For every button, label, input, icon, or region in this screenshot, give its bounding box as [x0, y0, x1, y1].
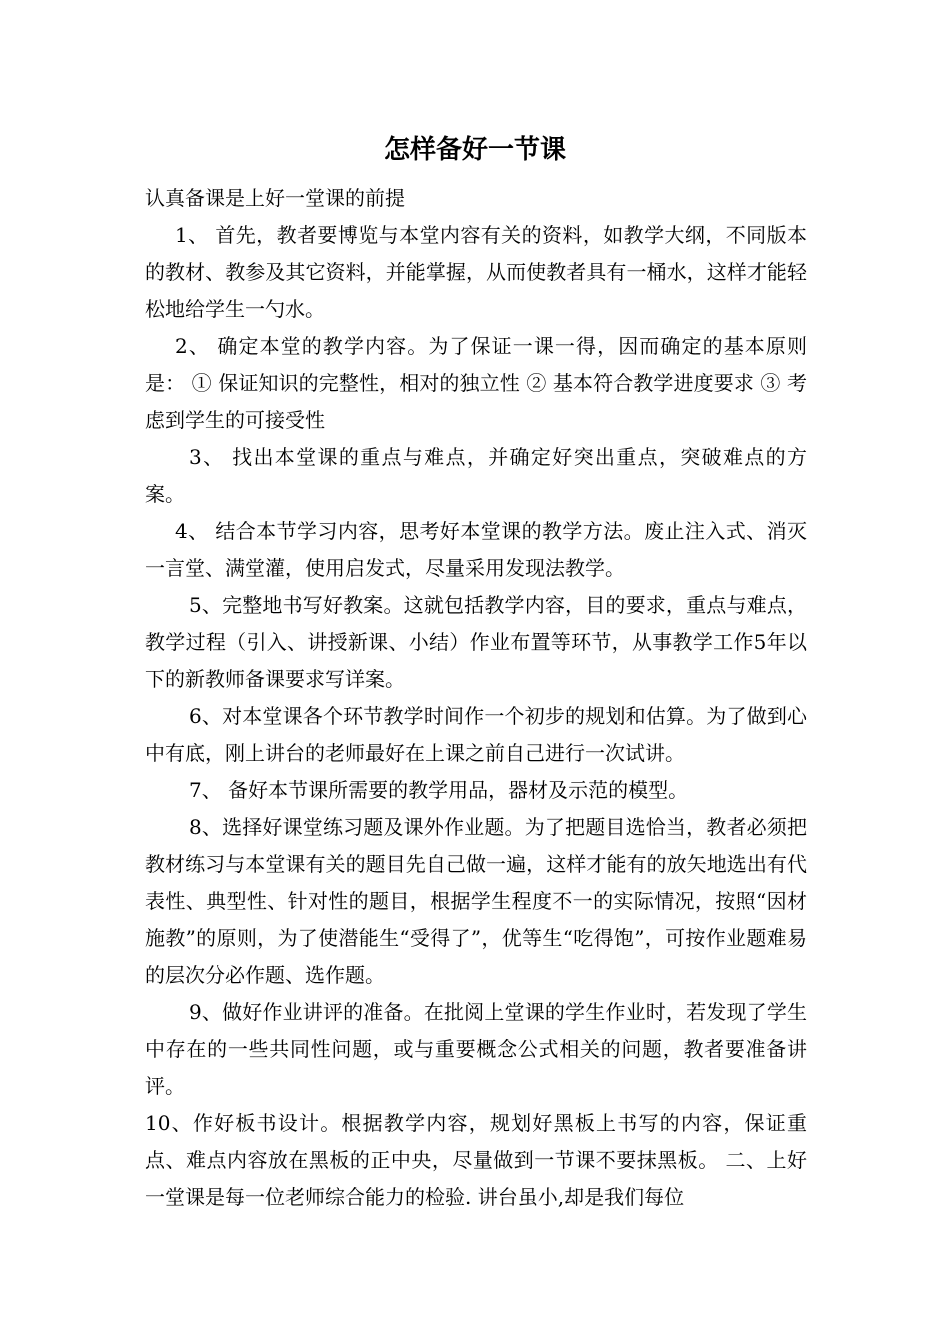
paragraph-item-8: 8、选择好课堂练习题及课外作业题。为了把题目选恰当，教者必须把教材练习与本堂课有关的题目先自己做一遍，这样才能有的放矢地选出有代表性、典型性、针对性的题目，根据学生程度不一的实际情况，按照“因材施教”的原则，为了使潜能生“受得了”，优等生“吃得饱”，可按作业题难易的层次分必作题、选作题。 [145, 815, 807, 987]
paragraph-item-5: 5、完整地书写好教案。这就包括教学内容，目的要求，重点与难点，教学过程（引入、讲授新课、小结）作业布置等环节，从事教学工作5年以下的新教师备课要求写详案。 [145, 593, 807, 691]
paragraph-item-10: 10、作好板书设计。根据教学内容，规划好黑板上书写的内容，保证重点、难点内容放在黑板的正中央，尽量做到一节课不要抹黑板。 二、上好一堂课是每一位老师综合能力的检验. 讲台虽小,却是我们每位 [145, 1111, 807, 1209]
paragraph-item-2: 2、 确定本堂的教学内容。为了保证一课一得，因而确定的基本原则是： ① 保证知识的完整性，相对的独立性 ② 基本符合教学进度要求 ③ 考虑到学生的可接受性 [145, 334, 807, 432]
paragraph-item-4: 4、 结合本节学习内容，思考好本堂课的教学方法。废止注入式、消灭一言堂、满堂灌，使用启发式，尽量采用发现法教学。 [145, 519, 807, 580]
paragraph-intro: 认真备课是上好一堂课的前提 [145, 186, 405, 210]
paragraph-item-6: 6、对本堂课各个环节教学时间作一个初步的规划和估算。为了做到心中有底，刚上讲台的老师最好在上课之前自己进行一次试讲。 [145, 704, 807, 765]
paragraph-item-7: 7、 备好本节课所需要的教学用品，器材及示范的模型。 [189, 778, 689, 802]
document-body [145, 180, 807, 1216]
document-title: 怎样备好一节课 [383, 135, 566, 165]
paragraph-item-9: 9、做好作业讲评的准备。在批阅上堂课的学生作业时，若发现了学生中存在的一些共同性问题，或与重要概念公式相关的问题，教者要准备讲评。 [145, 1000, 807, 1098]
paragraph-item-1: 1、 首先，教者要博览与本堂内容有关的资料，如教学大纲，不同版本的教材、教参及其它资料，并能掌握，从而使教者具有一桶水，这样才能轻松地给学生一勺水。 [145, 223, 807, 321]
paragraph-item-3: 3、 找出本堂课的重点与难点，并确定好突出重点，突破难点的方案。 [145, 445, 807, 506]
